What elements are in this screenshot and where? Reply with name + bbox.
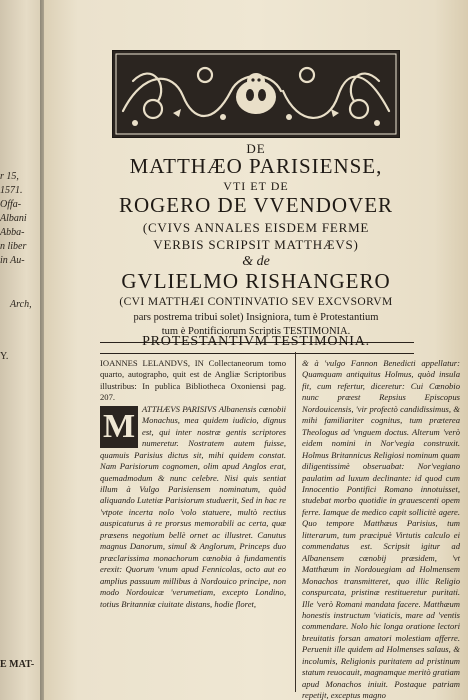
- margin-fragment: Offa-: [0, 199, 22, 210]
- margin-fragment: Albani: [0, 213, 27, 224]
- margin-fragment: 1571.: [0, 185, 23, 196]
- title-and-de: & de: [242, 254, 270, 269]
- title-testimonia: tum è Pontificiorum Scriptis TESTIMONIA.: [161, 326, 351, 337]
- title-pars-postrema: pars postrema tribui solet) Insigniora, tum è Protestantium: [133, 312, 379, 323]
- margin-fragment: in Au-: [0, 255, 25, 266]
- title-vti-et-de: VTI ET DE: [223, 179, 289, 193]
- right-column: [302, 358, 460, 700]
- title-rogero: ROGERO DE VVENDOVER: [118, 193, 394, 217]
- right-body-text: & à 'vulgo Fannon Benedicti appellatur: Quamquam antiquitus Holmus, quòd insula fit, cum refertur, diceretur: Cui Cœnobio nunc præest Repsius Episcopus Nordouicensis, 'vir profectò candidissimus, & mihi familiariter cognitus, tum præterea Theologus ad 'vnguem doctus. Alterum 'verò eidem nomini in Nor'vegia construxit. Holmus Britannicus Religiosi nominum quam diligentissimè obseruabat: Nor'vegiano paulatim ad luxum declinante: id quod cum Innocentio Pontifici Romano innotuisset, studebat morbo quotidie in grauescenti opem ferre. Iamque de medico capit sollicitè agere. Quo tempore Matthæus Parisius, tum litterarum, tum præcipuè Virtutis calculo ei commendatus est. Scripsit igitur ad Albanensem cœnobij præsidem, 'vt Matthæum in Nordouegiam ad Holmensem Monachos transmitteret, quo illic Religio conspurcata, pristinæ restitueretur puritati. Ille 'verò Romani mandata facere. Matthæum honestis instructum 'viaticis, mare ad 'ventis commendare. Nolo hic longa oratione lectori breuitatis forsan amatori molestiam afferre. Peruenit ille quidem ad Holmenses salaus, & incolumis, Religionis puritatem ad pristinum statum reuocauit, magnamque meritò gratiam apud Monachos iniuit. Postaque patriam repetijt, exceptus magno: [302, 358, 460, 700]
- title-gvlielmo: GVLIELMO RISHANGERO: [121, 269, 391, 293]
- column-divider: [295, 352, 296, 692]
- ornamental-headpiece: [112, 50, 400, 138]
- left-column: [100, 358, 286, 610]
- citation-intro: IOANNES LELANDVS, IN Collectaneorum tomo quarto, autographo, quit est de Angliæ Scriptoribus illustribus: In publica Bibliotheca Oxoniensi pag. 207.: [100, 358, 286, 403]
- title-cvivs-annales: (CVIVS ANNALES EISDEM FERME: [142, 220, 370, 235]
- margin-fragment: r 15,: [0, 171, 19, 182]
- drop-cap: [100, 406, 138, 448]
- title-continvatio: (CVI MATTHÆI CONTINVATIO SEV EXCVSORVM: [119, 296, 393, 308]
- margin-fragment: n liber: [0, 241, 27, 252]
- margin-fragment: Abba-: [0, 227, 25, 238]
- title-matthaeo: MATTHÆO PARISIENSE,: [129, 154, 383, 178]
- title-verbis: VERBIS SCRIPSIT MATTHÆVS): [153, 237, 359, 252]
- margin-fragment: E MAT-: [0, 659, 35, 670]
- heading-rule-bottom: [100, 353, 414, 354]
- drop-cap-letter: M: [102, 407, 136, 445]
- foliage-ornament-icon: [113, 51, 399, 137]
- title-de: DE: [246, 141, 266, 156]
- margin-fragment: Y.: [0, 351, 9, 362]
- left-body-text: ATTHÆVS PARISIVS Albanensis cœnobii Monachus, mea quidem iudicio, dignus est, qui inter nostræ gentis scriptores numeretur. Nostratem autem fuisse, quamuis Parisius dictus sit, mihi quidem constat. Nam Parisiorum cognomen, olim apud Anglos erat, quemadmodum & nunc celebre. Nisi quis sentiat illum à Vulgo Parisiensem nominatum, quòd aliquando Lutetiæ Parisiorum studuerit, Sed in hac re 'vtpote incerta nolo 'volo statuere, multò rectius auspicaturus à re prorsus memorabili ac certa, quæ præsens negotium bellè ornet ac illustret. Canutus magnus Danorum, simul & Anglorum, Princeps duo præclarissima monachorum cœnobia à fundamentis erexit: Quorum 'vnum apud Fennicolas, octo aut eo amplius passuum millibus à Nordouico principe, non modo Nordouicæ 'verumetiam, excepto Londino, totius Britanniæ ciuitate distans, hodie floret,: [100, 403, 286, 609]
- facing-page: [0, 0, 44, 700]
- margin-fragment: Arch,: [10, 299, 32, 310]
- book-page: [44, 0, 468, 700]
- section-heading: PROTESTANTIVM TESTIMONIA.: [142, 334, 370, 349]
